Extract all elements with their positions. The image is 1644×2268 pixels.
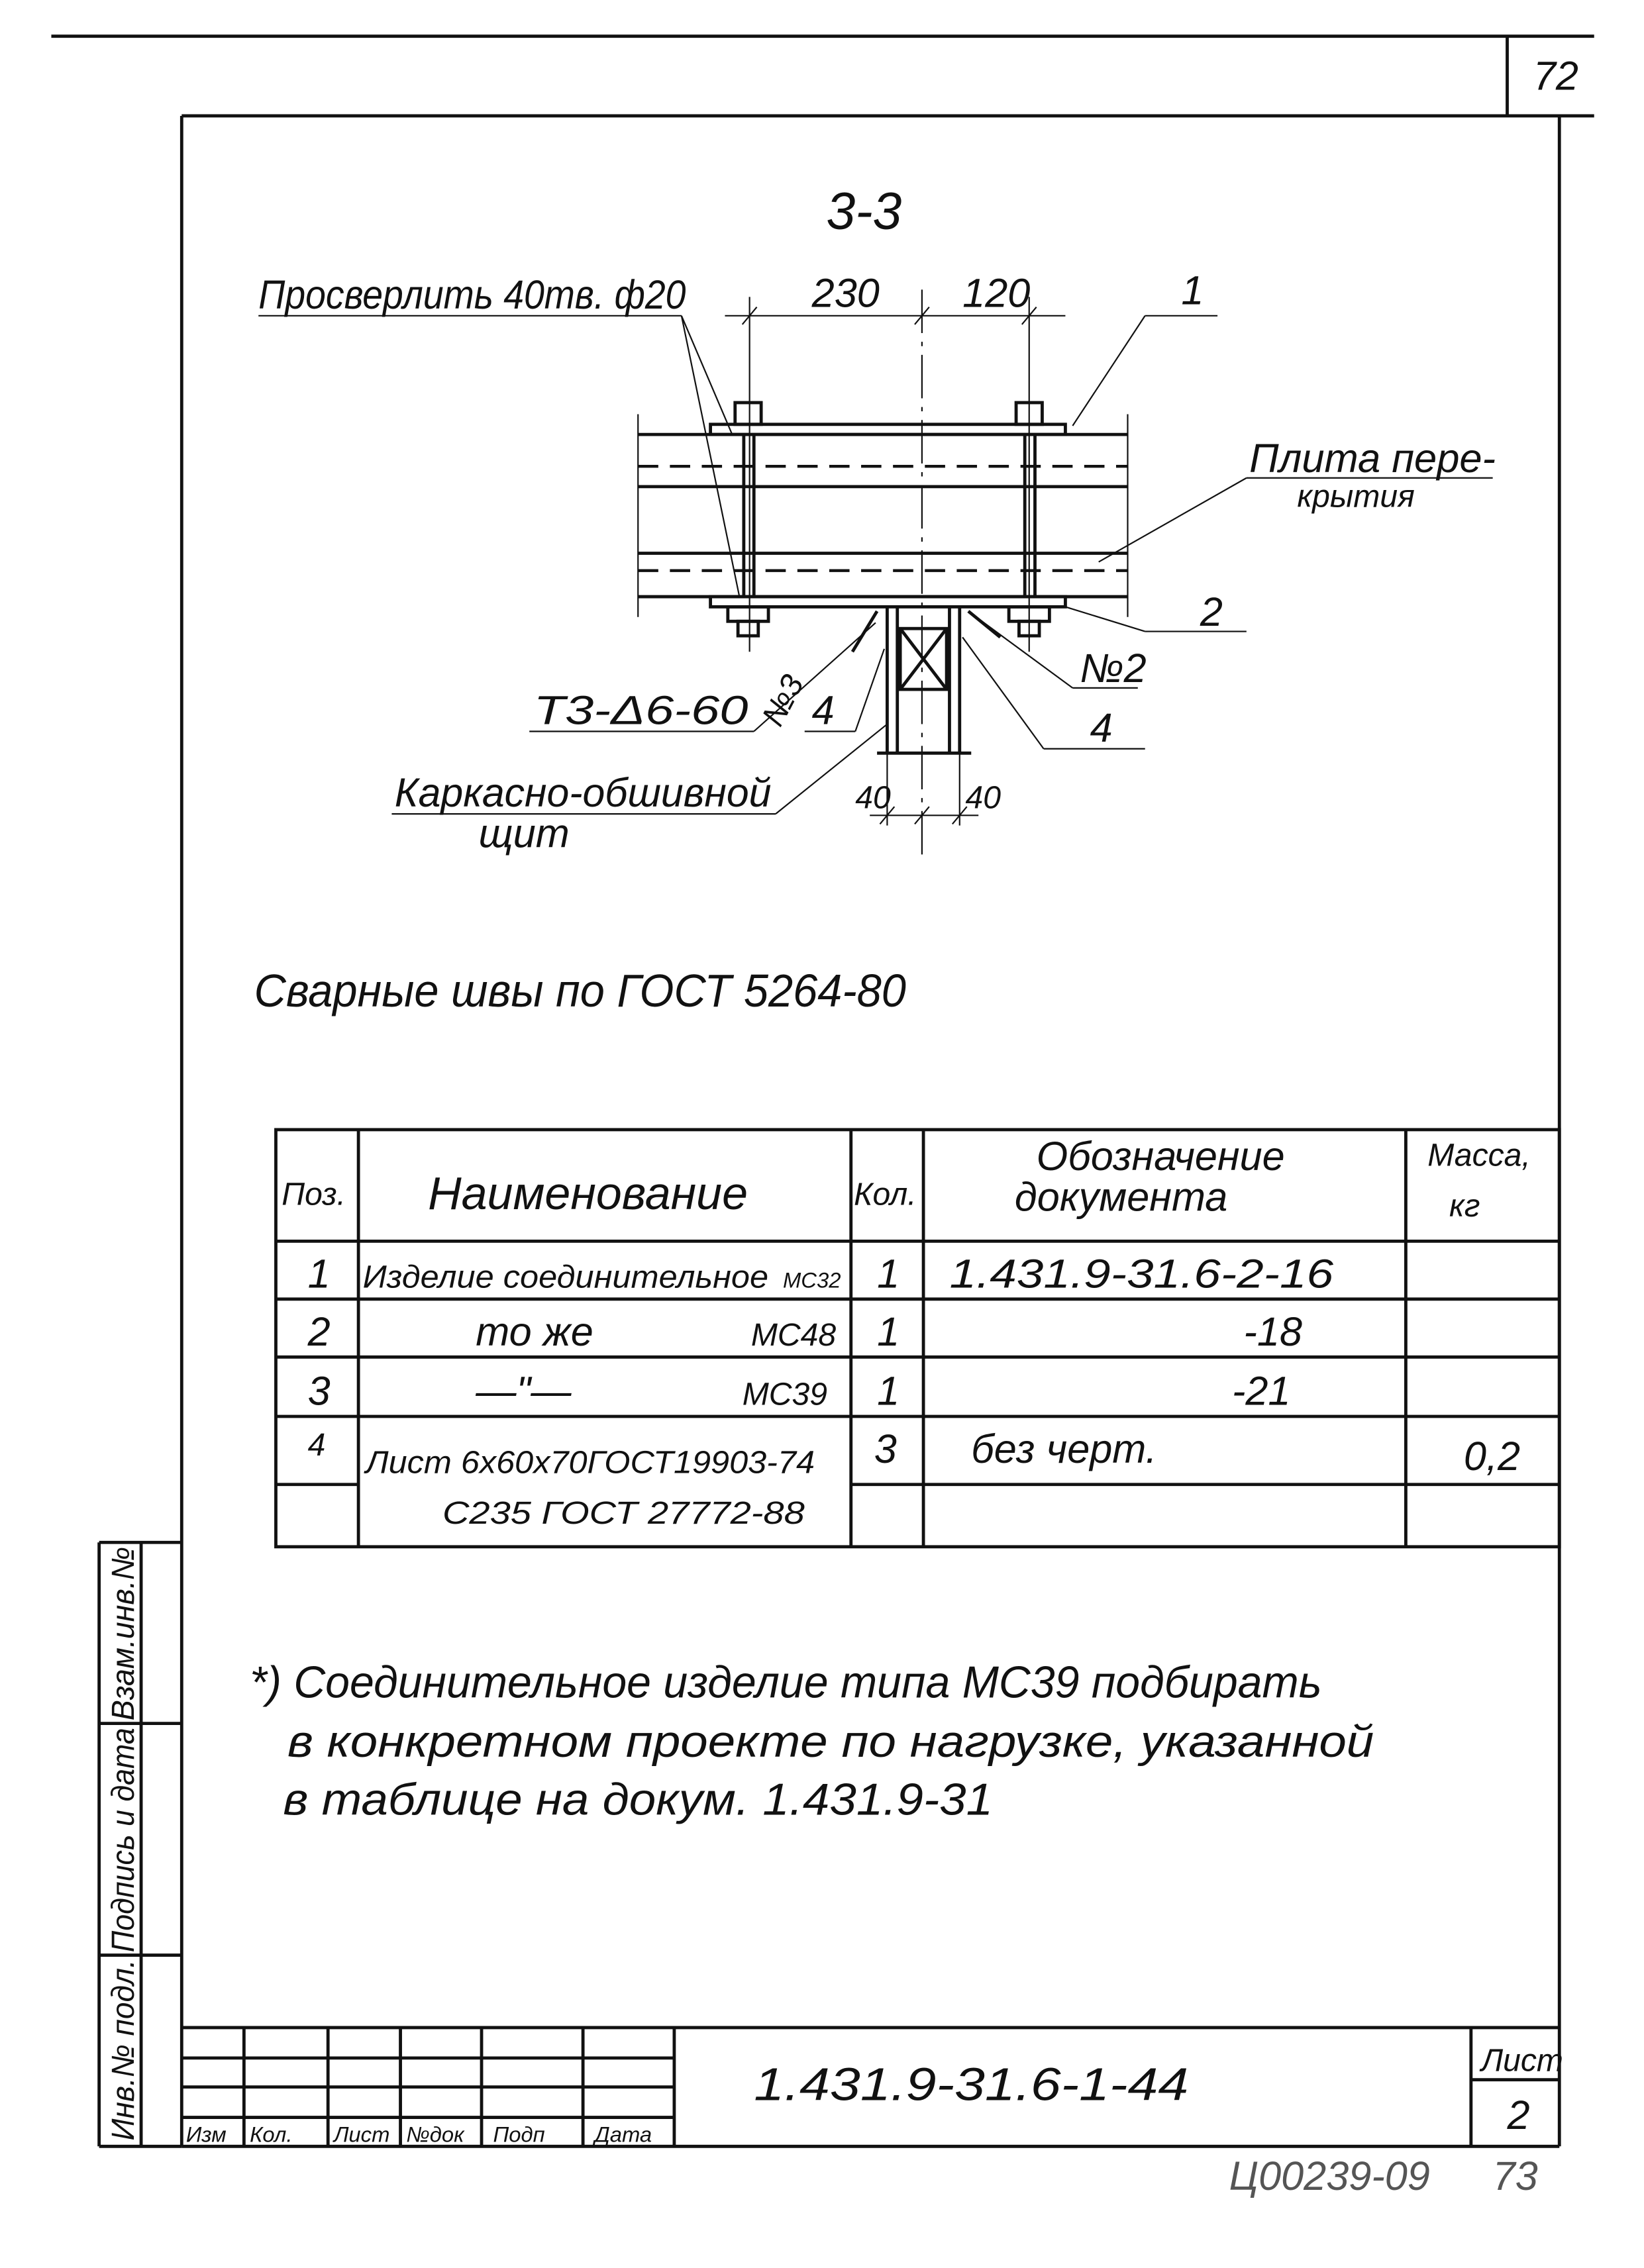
callout-item-4-right: 4 [1090,705,1113,750]
tb-col-data: Дата [594,2122,652,2147]
callout-weld-type: Т3-Δ6-60 [533,687,748,733]
row2-name: то же [476,1308,593,1354]
callout-panel-line1: Каркасно-обшивной [394,770,772,816]
row2-doc: -18 [1243,1308,1302,1354]
dimension-40-right: 40 [965,779,1002,816]
row2-mark: МС48 [750,1316,837,1353]
callout-slab-line2: крытия [1297,478,1415,515]
row1-qty: 1 [877,1251,900,1297]
section-title: 3-3 [826,181,902,240]
header-name: Наименование [428,1167,748,1220]
row4-name: Лист 6х60х70ГОСТ19903-74 [363,1444,815,1481]
sheet-frame [51,36,1594,2147]
sheet-label: Лист [1481,2042,1564,2079]
callout-item-2: 2 [1200,589,1223,634]
callout-item-1: 1 [1181,268,1204,313]
header-doc-line1: Обозначение [1036,1134,1285,1179]
header-mass-line2: кг [1449,1188,1480,1224]
sheet-number: 2 [1507,2093,1530,2138]
row4-qty: 3 [874,1426,897,1471]
tb-col-izm: Изм [185,2122,227,2147]
callout-weld-n3: №3 [754,669,811,732]
callout-item-4-left: 4 [811,687,835,733]
bolt-left [728,403,768,636]
table-row [308,1368,1291,1413]
row3-pos: 3 [307,1368,331,1414]
row3-name: —"— [476,1368,572,1414]
row2-qty: 1 [877,1308,900,1354]
tb-col-ndok: №док [406,2122,464,2147]
table-row [307,1309,1302,1354]
row4-name-line2: С235 ГОСТ 27772-88 [442,1495,805,1531]
row3-doc: -21 [1231,1368,1291,1414]
dimension-40-left: 40 [855,779,891,816]
dimension-230: 230 [811,270,880,316]
callout-weld-n2: №2 [1080,646,1147,691]
side-stamp-field2: Подпись и дата [105,1711,142,1953]
page-number: 72 [1533,53,1578,99]
table-row [308,1426,1520,1531]
tb-col-podp: Подп [493,2122,545,2147]
row2-pos: 2 [307,1308,331,1354]
row1-pos: 1 [307,1251,331,1297]
side-stamp-field3: Взам.инв.№ [105,1541,142,1721]
document-designation: 1.431.9-31.6-1-44 [754,2058,1189,2110]
callout-panel-line2: щит [478,811,570,856]
tb-col-list: Лист [333,2122,390,2147]
row4-pos: 4 [307,1427,326,1463]
weld-note: Сварные швы по ГОСТ 5264-80 [254,965,906,1017]
archive-code: Ц00239-09 [1229,2153,1430,2198]
header-qty: Кол. [854,1176,917,1212]
row4-doc: без черт. [971,1426,1157,1471]
footnote-line3: в таблице на докум. 1.431.9-31 [283,1775,994,1825]
dimension-120: 120 [962,270,1031,316]
callout-slab-line1: Плита пере- [1249,435,1496,481]
side-stamp-field1: Инв.№ подл. [105,1951,142,2141]
footnote-line1: *) Соединительное изделие типа МС39 подбирать [250,1657,1322,1708]
row1-name: Изделие соединительное [362,1259,769,1295]
row1-mark: МС32 [782,1267,841,1293]
table-row [308,1251,1335,1296]
row4-mass: 0,2 [1463,1433,1520,1479]
header-mass-line1: Масса, [1427,1137,1531,1173]
archive-page: 73 [1492,2153,1538,2198]
header-pos: Поз. [282,1176,346,1212]
row3-qty: 1 [877,1368,900,1414]
header-doc-line2: документа [1014,1174,1228,1220]
row1-doc: 1.431.9-31.6-2-16 [949,1251,1335,1297]
footnote-line2: в конкретном проекте по нагрузке, указанной [287,1716,1374,1767]
tb-col-kol: Кол. [250,2122,293,2147]
row3-mark: МС39 [742,1376,828,1412]
callout-drill: Просверлить 40тв. ф20 [258,271,686,317]
